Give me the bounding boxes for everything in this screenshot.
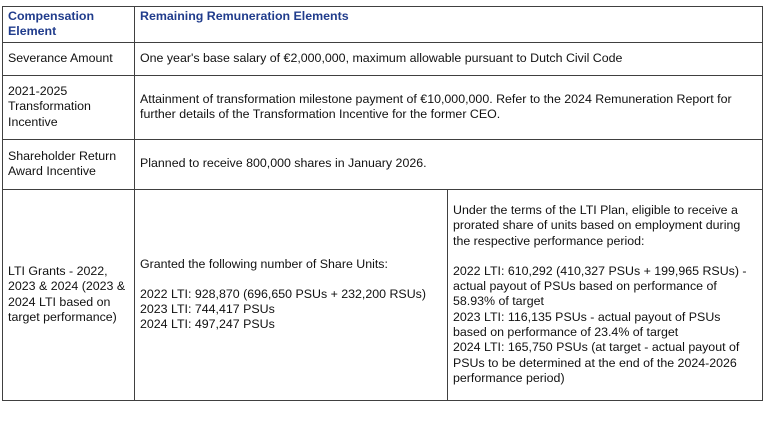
lti-granted-cell	[135, 189, 448, 400]
table-row	[3, 139, 763, 189]
lti-terms-intro: Under the terms of the LTI Plan, eligible to receive a prorated share of units based on employment during the respective performance period:	[453, 202, 744, 248]
row-element-detail: One year's base salary of €2,000,000, maximum allowable pursuant to Dutch Civil Code	[135, 42, 763, 75]
row-element-label: Severance Amount	[3, 42, 135, 75]
lti-terms-line: 2023 LTI: 116,135 PSUs - actual payout of PSUs based on performance of 23.4% of target	[453, 309, 724, 340]
lti-granted-line: 2024 LTI: 497,247 PSUs	[140, 317, 275, 332]
spacer	[453, 249, 757, 264]
table-header-row	[3, 7, 763, 43]
table-row	[3, 189, 763, 400]
row-element-detail: Attainment of transformation milestone payment of €10,000,000. Refer to the 2024 Remuneration Report for further details of the Transformation Incentive for the former CEO.	[135, 75, 763, 139]
lti-terms-cell	[448, 189, 763, 400]
lti-granted-line: 2022 LTI: 928,870 (696,650 PSUs + 232,200 RSUs)	[140, 286, 426, 301]
table-row	[3, 42, 763, 75]
lti-terms-line: 2024 LTI: 165,750 PSUs (at target - actual payout of PSUs to be determined at the end of the 2024-2026 performance period)	[453, 340, 743, 385]
lti-granted-intro: Granted the following number of Share Units:	[140, 256, 388, 271]
row-element-label: Shareholder Return Award Incentive	[3, 139, 135, 189]
lti-granted-line: 2023 LTI: 744,417 PSUs	[140, 302, 275, 317]
row-element-label: 2021-2025 Transformation Incentive	[3, 75, 135, 139]
remuneration-table	[2, 6, 763, 401]
spacer	[140, 272, 442, 287]
table-row	[3, 75, 763, 139]
lti-terms-line: 2022 LTI: 610,292 (410,327 PSUs + 199,965 RSUs) - actual payout of PSUs based on performance of 58.93% of target	[453, 263, 750, 309]
header-remaining-remuneration-elements: Remaining Remuneration Elements	[135, 7, 763, 43]
row-element-detail: Planned to receive 800,000 shares in January 2026.	[135, 139, 763, 189]
header-compensation-element: Compensation Element	[3, 7, 135, 43]
row-element-label: LTI Grants - 2022, 2023 & 2024 (2023 & 2024 LTI based on target performance)	[3, 189, 135, 400]
